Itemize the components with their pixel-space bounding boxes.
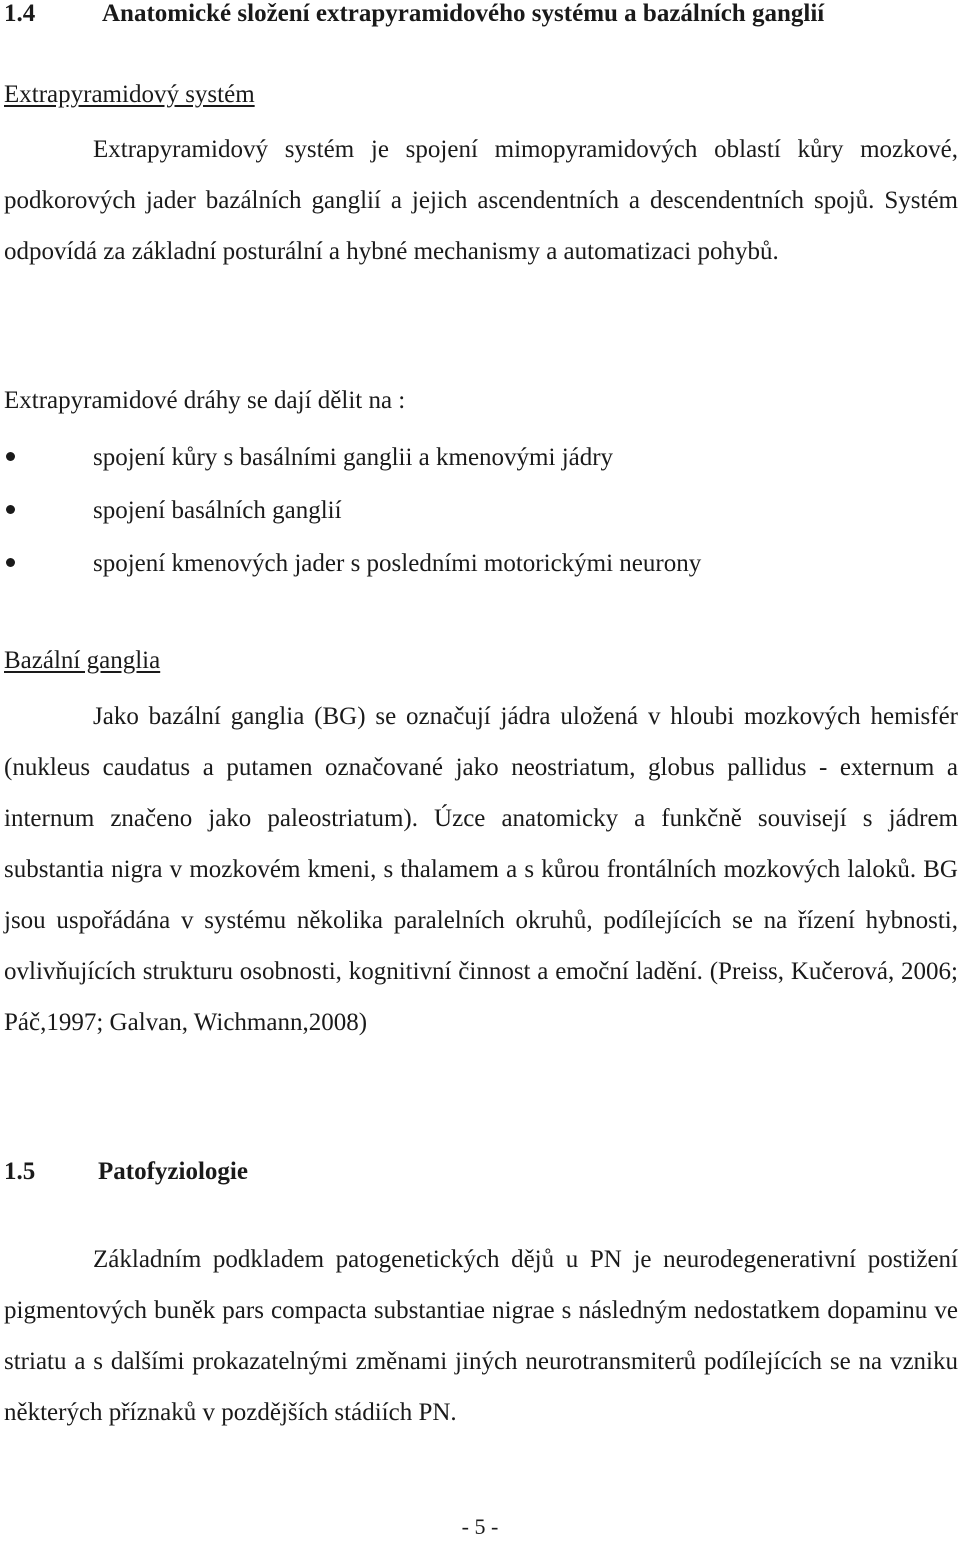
paragraph-pathophysiology: Základním podkladem patogenetických dějů u PN je neurodegenerativní postižení pigmentových buněk pars compacta substantiae nigrae s následným nedostatkem dopaminu ve striatu a s dalšími prokazatelnými změnami jiných neurotransmiterů podílejících se na vzniku některých příznaků v pozdějších stádiích PN. bbox=[4, 1246, 958, 1426]
bullet-icon bbox=[6, 505, 15, 514]
bullet-icon bbox=[6, 558, 15, 567]
subheading-basal-ganglia: Bazální ganglia bbox=[4, 647, 161, 674]
list-item-text: spojení kůry s basálními ganglii a kmenovými jádry bbox=[93, 444, 614, 471]
subheading-extrapyramidal-system: Extrapyramidový systém bbox=[4, 81, 255, 108]
list-intro: Extrapyramidové dráhy se dají dělit na : bbox=[4, 387, 406, 414]
page-number: - 5 - bbox=[461, 1514, 499, 1539]
section-heading-1-4 bbox=[4, 0, 824, 28]
bullet-icon bbox=[6, 452, 15, 461]
section-number: 1.4 bbox=[4, 0, 36, 27]
list-item-text: spojení basálních ganglií bbox=[93, 497, 342, 524]
section-number: 1.5 bbox=[4, 1158, 36, 1185]
section-heading-1-5 bbox=[4, 1158, 248, 1186]
section-title: Anatomické složení extrapyramidového systému a bazálních ganglií bbox=[102, 0, 825, 27]
section-title: Patofyziologie bbox=[98, 1158, 248, 1185]
paragraph-extrapyramidal-system: Extrapyramidový systém je spojení mimopyramidových oblastí kůry mozkové, podkorových jader bazálních ganglií a jejich ascendentních a descendentních spojů. Systém odpovídá za základní posturální a hybné mechanismy a automatizaci pohybů. bbox=[4, 136, 958, 265]
list-item-text: spojení kmenových jader s posledními motorickými neurony bbox=[93, 550, 702, 577]
paragraph-basal-ganglia: Jako bazální ganglia (BG) se označují jádra uložená v hloubi mozkových hemisfér (nukleus caudatus a putamen označované jako neostriatum, globus pallidus - externum a internum značeno jako paleostriatum). Úzce anatomicky a funkčně souvisejí s jádrem substantia nigra v mozkovém kmeni, s thalamem a s kůrou frontálních mozkových laloků. BG jsou uspořádána v systému několika paralelních okruhů, podílejících se na řízení hybnosti, ovlivňujících strukturu osobnosti, kognitivní činnost a emoční ladění. (Preiss, Kučerová, 2006; Páč,1997; Galvan, Wichmann,2008) bbox=[4, 703, 958, 1036]
